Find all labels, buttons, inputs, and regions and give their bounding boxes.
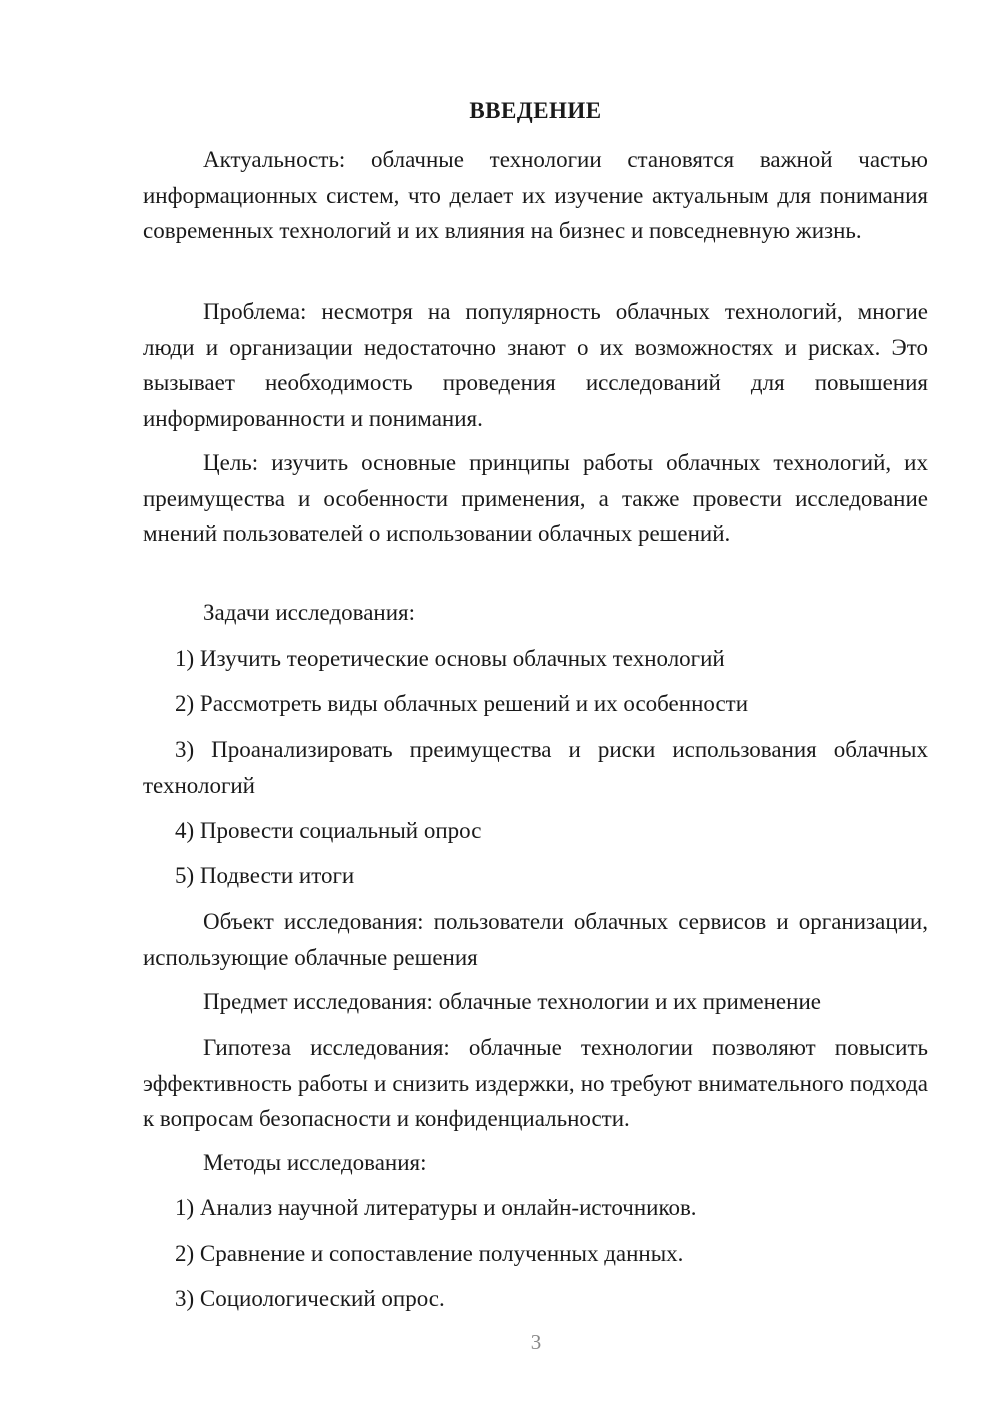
list-item: 2) Рассмотреть виды облачных решений и их особенности <box>175 691 749 716</box>
list-item: 5) Подвести итоги <box>175 863 355 888</box>
goal-paragraph: Цель: изучить основные принципы работы облачных технологий, их преимущества и особенности применения, а также провести исследование мнений пользователей о использовании облачных решений. <box>143 450 928 546</box>
page-title: ВВЕДЕНИЕ <box>469 98 602 123</box>
list-item: 3) Проанализировать преимущества и риски использования облачных технологий <box>143 737 928 798</box>
list-item: 1) Анализ научной литературы и онлайн-источников. <box>175 1195 697 1220</box>
page-number: 3 <box>530 1330 542 1354</box>
list-item: 4) Провести социальный опрос <box>175 818 482 843</box>
hypothesis-paragraph: Гипотеза исследования: облачные технологии позволяют повысить эффективность работы и снизить издержки, но требуют внимательного подхода к вопросам безопасности и конфиденциальности. <box>143 1035 928 1131</box>
list-item: 3) Социологический опрос. <box>175 1286 445 1311</box>
list-item: 2) Сравнение и сопоставление полученных данных. <box>175 1241 684 1266</box>
object-paragraph: Объект исследования: пользователи облачных сервисов и организации, использующие облачные решения <box>143 909 928 970</box>
tasks-heading: Задачи исследования: <box>203 600 416 625</box>
subject-paragraph: Предмет исследования: облачные технологии и их применение <box>203 989 821 1014</box>
problem-paragraph: Проблема: несмотря на популярность облачных технологий, многие люди и организации недостаточно знают о их возможностях и рисках. Это вызывает необходимость проведения исследований для повышения информированности и понимания. <box>143 299 928 431</box>
list-item: 1) Изучить теоретические основы облачных технологий <box>175 646 725 671</box>
methods-heading: Методы исследования: <box>203 1150 427 1175</box>
actuality-paragraph: Актуальность: облачные технологии становятся важной частью информационных систем, что делает их изучение актуальным для понимания современных технологий и их влияния на бизнес и повседневную жизнь. <box>143 147 928 243</box>
